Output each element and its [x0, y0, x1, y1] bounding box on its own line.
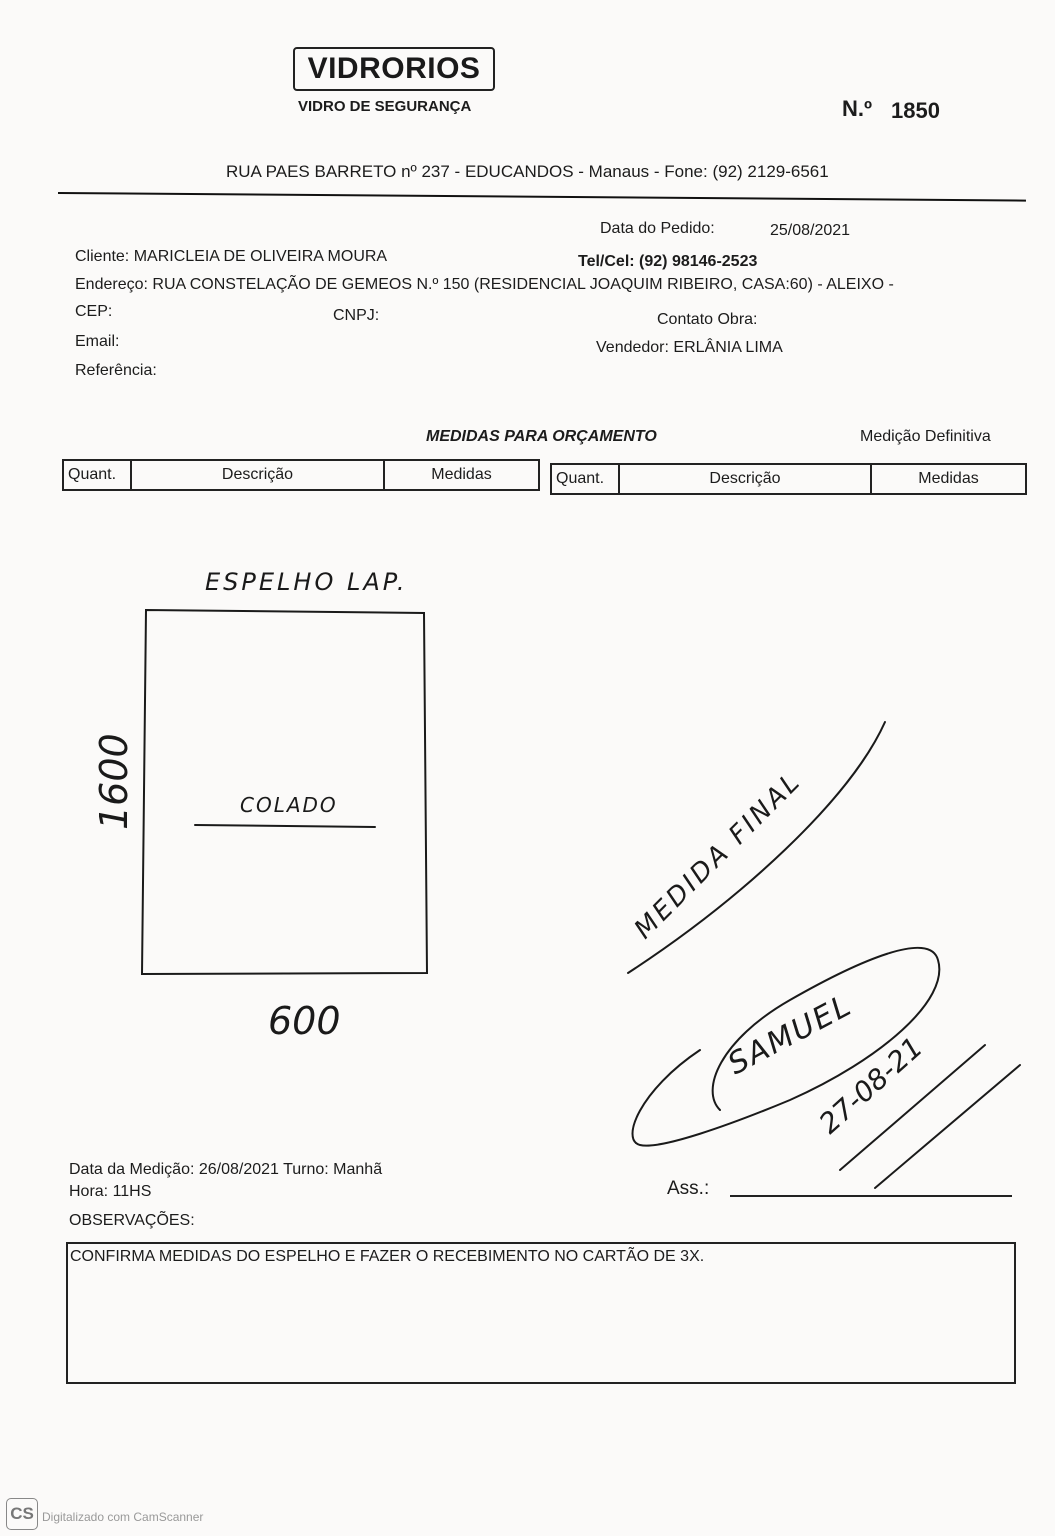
column-header-quantity: Quant. — [63, 460, 131, 490]
document-number-label: N.º — [842, 96, 873, 121]
column-header-description: Descrição — [619, 464, 871, 494]
column-header-quantity: Quant. — [551, 464, 619, 494]
client-address: Endereço: RUA CONSTELAÇÃO DE GEMEOS N.º 150 (RESIDENCIAL JOAQUIM RIBEIRO, CASA:60) - ALEIXO - — [75, 276, 894, 293]
cep-field: CEP: — [75, 303, 113, 320]
seller-name: Vendedor: ERLÂNIA LIMA — [596, 339, 783, 356]
measurement-date: Data da Medição: 26/08/2021 Turno: Manhã — [69, 1161, 383, 1178]
column-header-measures: Medidas — [384, 460, 539, 490]
observations-text: CONFIRMA MEDIDAS DO ESPELHO E FAZER O RECEBIMENTO NO CARTÃO DE 3X. — [70, 1248, 705, 1265]
measurement-status: Medição Definitiva — [860, 428, 991, 445]
signature-line — [730, 1195, 1012, 1197]
reference-field: Referência: — [75, 362, 157, 379]
order-date: 25/08/2021 — [770, 222, 851, 239]
signature-name: SAMUEL — [722, 987, 859, 1083]
measurement-hour: Hora: 11HS — [69, 1183, 152, 1200]
camscanner-logo: CS — [6, 1498, 38, 1530]
width-measure: 600 — [268, 999, 341, 1043]
mirror-drawing — [142, 610, 427, 974]
signature-date: 27-08-21 — [812, 1030, 930, 1141]
column-header-measures: Medidas — [871, 464, 1026, 494]
cnpj-field: CNPJ: — [333, 307, 380, 324]
measures-title: MEDIDAS PARA ORÇAMENTO — [426, 428, 657, 445]
camscanner-text: Digitalizado com CamScanner — [42, 1510, 204, 1524]
column-header-description: Descrição — [131, 460, 384, 490]
colado-underline — [195, 825, 375, 827]
logo-subtitle: VIDRO DE SEGURANÇA — [298, 98, 472, 115]
company-logo: VIDRORIOS — [293, 47, 495, 91]
email-field: Email: — [75, 333, 120, 350]
client-name: Cliente: MARICLEIA DE OLIVEIRA MOURA — [75, 248, 388, 265]
item-label: ESPELHO LAP. — [205, 568, 408, 596]
client-phone: Tel/Cel: (92) 98146-2523 — [578, 253, 758, 270]
company-address: RUA PAES BARRETO nº 237 - EDUCANDOS - Manaus - Fone: (92) 2129-6561 — [226, 162, 829, 181]
colado-note: COLADO — [240, 793, 338, 817]
height-measure: 1600 — [92, 733, 136, 830]
order-date-label: Data do Pedido: — [600, 220, 715, 237]
final-measure-note: MEDIDA FINAL — [628, 766, 808, 945]
observations-label: OBSERVAÇÕES: — [69, 1212, 195, 1229]
site-contact-field: Contato Obra: — [657, 311, 758, 328]
signature-label: Ass.: — [667, 1178, 710, 1199]
final-measure-stroke — [628, 722, 885, 973]
document-number: 1850 — [891, 98, 940, 123]
